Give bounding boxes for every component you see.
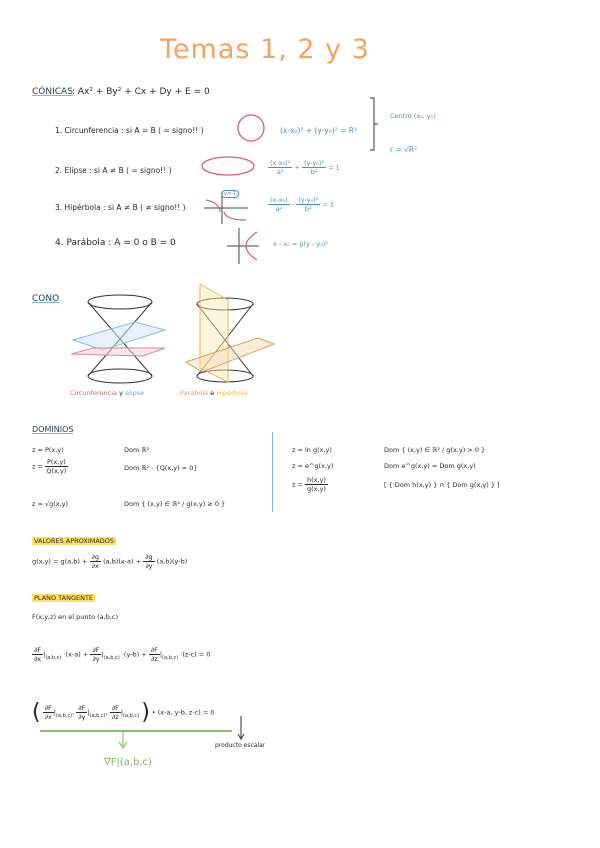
plano-header: PLANO TANGENTE (34, 594, 94, 602)
valores-formula: g(x,y) = g(a,b) + $\frac{\partial g}{\partial x}$ (a,b)(x-a) + $\frac{\partial g}{\partial y}$ (a,b)(y-b) (32, 553, 188, 570)
dominio-right-3-func: z = $\frac{h(x,y)}{g(x,y)}$ (292, 476, 326, 493)
dominio-left-2-func: z = $\frac{P(x,y)}{Q(x,y)}$ (32, 458, 67, 475)
circunferencia-formula: (x-x₀)² + (y-y₀)² = R² (280, 126, 357, 135)
centro-label: Centro (x₀, y₀) (390, 112, 436, 120)
brace (366, 96, 380, 154)
producto-escalar-label: producto escalar (215, 742, 266, 749)
cono-caption-left: Circunferencia y elipse (70, 389, 145, 397)
cono-header: CONO (32, 294, 60, 304)
dominios-header: DOMINIOS (32, 425, 74, 434)
parabola-sketch (225, 226, 261, 266)
escalar-arrow (236, 716, 246, 740)
cono-caption-right: Parábola e Hipérbola (180, 389, 248, 397)
dominio-left-1-dom: Dom ℝ² (124, 446, 150, 454)
dominios-divider (272, 432, 273, 512)
hyperbola-tag: y=-1 (221, 190, 239, 198)
gradient-label: ∇F|(a,b,c) (104, 757, 152, 768)
plano-formula: $\frac{\partial F}{\partial x}$ $|_{(a,b,c)} \cdot(x-a)$ + $\frac{\partial F}{\partial y}$ $|_{(a,b,c)} \cdot(y-b)$ + $\frac{\partial F}{\partial z}$ $|_{(a,b,c)} \cdot(z-c) = 0$ (33, 646, 211, 663)
cone-circle-ellipse-sketch (65, 292, 175, 390)
cone-parabola-hyperbola-sketch (180, 282, 280, 390)
conicas-header: CÓNICAS (32, 87, 73, 97)
valores-header: VALORES APROXIMADOS (34, 537, 115, 545)
conica-item-hiperbola: 3. Hipérbola : si A ≠ B ( ≠ signo!! ) (55, 203, 186, 212)
gradient-arrow (116, 730, 130, 750)
gradient-underline (40, 730, 232, 732)
dominio-left-1-func: z = P(x,y) (32, 446, 64, 454)
elipse-formula: $\frac{\text{(x-x₀)²}}{\text{a²}}$ + $\frac{\text{(y-y₀)²}}{\text{b²}}$ = 1 (270, 159, 340, 176)
conica-item-circunferencia: 1. Circunferencia : si A = B ( = signo!! ) (55, 126, 204, 135)
circle-sketch (235, 112, 267, 144)
dominio-right-1-dom: Dom { (x,y) ∈ ℝ² / g(x,y) > 0 } (384, 446, 486, 454)
parabola-formula: x - x₀ = p(y - y₀)² (273, 240, 328, 248)
dominio-right-3-dom: [ { Dom h(x,y) } ∩ { Dom g(x,y) } ] (384, 481, 500, 489)
conica-item-elipse: 2. Elipse : si A ≠ B ( = signo!! ) (55, 166, 172, 175)
dominio-right-1-func: z = ln g(x,y) (292, 446, 332, 454)
dominio-right-2-dom: Dom e^g(x,y) = Dom g(x,y) (384, 462, 476, 470)
conicas-general-equation: : Ax² + By² + Cx + Dy + E = 0 (72, 87, 210, 97)
dominio-left-3-dom: Dom { (x,y) ∈ ℝ² / g(x,y) ≥ 0 } (124, 500, 226, 508)
dominio-right-2-func: z = e^g(x,y) (292, 462, 334, 470)
hiperbola-formula: $\frac{\text{(x-x₀)}}{\text{a²}}$ - $\frac{\text{(y-y₀)²}}{\text{b²}}$ = 1 (270, 196, 335, 213)
plano-intro: F(x,y,z) en el punto (a,b,c) (32, 613, 119, 621)
page-title: Temas 1, 2 y 3 (160, 34, 370, 65)
radio-label: r = √R² (390, 145, 418, 154)
conica-item-parabola: 4. Parábola : A = 0 o B = 0 (55, 238, 176, 248)
plano-vector-formula: ( $\frac{\partial F}{\partial x}$ $|_{(a,b,c)}$, $\frac{\partial F}{\partial y}$ $|_{(a,b,c)}$, $\frac{\partial F}{\partial z}$ $|_{(a,b,c)}$ ) • (x-a, y-b, z-c) = 0 (32, 700, 215, 725)
ellipse-sketch (200, 155, 256, 177)
dominio-left-2-dom: Dom ℝ² - {Q(x,y) = 0} (124, 464, 198, 472)
dominio-left-3-func: z = √g(x,y) (32, 500, 69, 508)
